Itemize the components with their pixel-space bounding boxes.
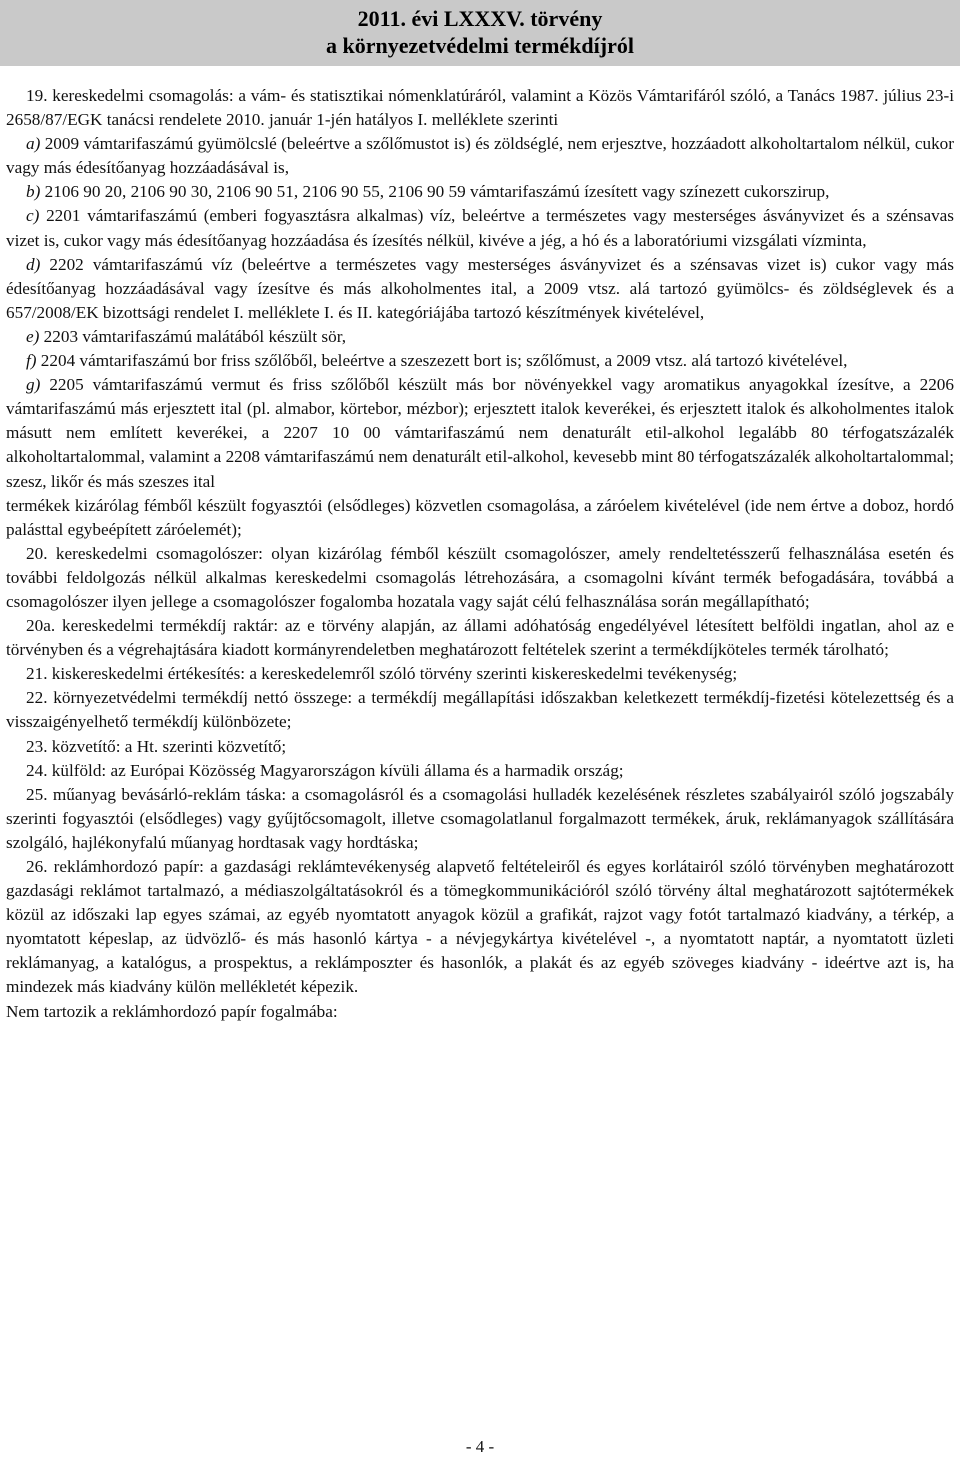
- paragraph-26: 26. reklámhordozó papír: a gazdasági reklámtevékenység alapvető feltételeiről és egyes korlátairól szóló törvényben meghatározott gazdasági reklámot tartalmazó, a médiaszolgáltatásokról és a tömegkommunikációról szóló törvény által meghatározott sajtótermékek közül az időszaki lap egyes számai, az egyéb nyomtatott anyagok közül a grafikát, rajzot vagy fotót tartalmazó kiadvány, a térkép, a nyomtatott képeslap, az üdvözlő- és más hasonló kártya - a névjegykártya kivételével -, a nyomtatott naptár, a nyomtatott üzleti reklámanyag, a katalógus, a prospektus, a reklámposzter és hasonlók, a plakát és az egyéb szöveges kiadvány - ideértve azt is, ha mindezek más kiadvány külön mellékletét képezik.: [6, 857, 954, 997]
- paragraph-19-e: e) 2203 vámtarifaszámú malátából készült sör,: [26, 326, 347, 346]
- paragraph-19-c: c) 2201 vámtarifaszámú (emberi fogyasztásra alkalmas) víz, beleértve a természetes vagy mesterséges ásványvizet és a szénsavas vizet is, cukor vagy más édesítőanyag hozzáadása és ízesítés nélkül, kivéve a jég, a hó és a laboratóriumi vizsgálati vízminta,: [6, 206, 954, 250]
- item-letter: c): [26, 206, 40, 226]
- paragraph-22: 22. környezetvédelmi termékdíj nettó összege: a termékdíj megállapítási időszakban keletkezett termékdíj-fizetési kötelezettség és a visszaigényelhető termékdíj különbözete;: [6, 688, 954, 732]
- paragraph-19-d: d) 2202 vámtarifaszámú víz (beleértve a természetes vagy mesterséges ásványvizet és a szénsavas vizet is) cukor vagy más édesítőanyag hozzáadásával vagy ízesítve és más alkoholmentes ital, a 2009 vtsz. alá tartozó gyümölcs- és zöldséglevek és a 657/2008/EK bizottsági rendelet I. melléklete I. és II. kategóriájába tartozó készítmények kivételével,: [6, 254, 954, 322]
- paragraph-19-a: a) 2009 vámtarifaszámú gyümölcslé (beleértve a szőlőmustot is) és zöldséglé, nem erjesztve, hozzáadott alkoholtartalom nélkül, cukor vagy más édesítőanyag hozzáadásával is,: [6, 134, 954, 178]
- law-title: 2011. évi LXXXV. törvény: [357, 6, 603, 31]
- paragraph-19-g: g) 2205 vámtarifaszámú vermut és friss szőlőből készült más bor növényekkel vagy aromatikus anyagokkal ízesítve, a 2206 vámtarifaszámú más erjesztett ital (pl. almabor, körtebor, mézbor); erjesztett italok keverékei, és erjesztett italok és alkoholmentes italok másutt nem említett keverékei, a 2207 10 00 vámtarifaszámú nem denaturált etil-alkohol legalább 80 térfogatszázalék alkoholtartalommal, valamint a 2208 vámtarifaszámú nem denaturált etil-alkohol, kevesebb mint 80 térfogatszázalék alkoholtartalommal; szesz, likőr és más szeszes ital: [6, 375, 954, 491]
- paragraph-20: 20. kereskedelmi csomagolószer: olyan kizárólag fémből készült csomagolószer, amely rendeltetésszerű felhasználása esetén és további feldolgozás nélkül alkalmas kereskedelmi csomagolás létrehozására, a csomagolni kívánt termék befogadására, továbbá a csomagolószer ilyen jellege a csomagolószer fogalomba hozatala vagy saját célú felhasználása során megállapítható;: [6, 543, 954, 611]
- page-number: - 4 -: [465, 1437, 495, 1456]
- paragraph-19-closing: termékek kizárólag fémből készült fogyasztói (elsődleges) közvetlen csomagolása, a záróelem kivételével (ide nem értve a doboz, hordó palásttal egybeépített záróelemét);: [6, 495, 954, 539]
- item-letter: b): [26, 182, 41, 202]
- law-subtitle: a környezetvédelmi termékdíjról: [326, 33, 634, 58]
- item-letter: d): [26, 254, 41, 274]
- paragraph-19-b: b) 2106 90 20, 2106 90 30, 2106 90 51, 2106 90 55, 2106 90 59 vámtarifaszámú ízesített vagy színezett cukorszirup,: [26, 182, 830, 202]
- paragraph-21: 21. kiskereskedelmi értékesítés: a kereskedelemről szóló törvény szerinti kiskereskedelmi tevékenység;: [26, 664, 738, 684]
- document-body: [6, 84, 954, 1024]
- item-letter: e): [26, 326, 40, 346]
- item-letter: g): [26, 375, 41, 395]
- item-letter: f): [26, 351, 37, 371]
- paragraph-20a: 20a. kereskedelmi termékdíj raktár: az e törvény alapján, az állami adóhatóság engedélyével létesített belföldi ingatlan, ahol az e törvényben és a végrehajtására kiadott kormányrendeletben meghatározott feltételek szerint a termékdíjköteles termék tárolható;: [6, 616, 954, 660]
- page-header: [0, 0, 960, 66]
- paragraph-25: 25. műanyag bevásárló-reklám táska: a csomagolásról és a csomagolási hulladék kezelésének részletes szabályairól szóló jogszabály szerinti fogyasztói (elsődleges) vagy gyűjtőcsomagolt, illetve csomagolatlanul forgalmazott termékek, áruk, reklámanyagok szállítására szolgáló, hajlékonyfalú műanyag hordtasak vagy hordtáska;: [6, 784, 954, 852]
- paragraph-19-f: f) 2204 vámtarifaszámú bor friss szőlőből, beleértve a szeszezett bort is; szőlőmust, a 2009 vtsz. alá tartozó kivételével,: [26, 351, 848, 371]
- paragraph-19: 19. kereskedelmi csomagolás: a vám- és statisztikai nómenklatúráról, valamint a Közös Vámtarifáról szóló, a Tanács 1987. július 23-i 2658/87/EGK tanácsi rendelete 2010. január 1-jén hatályos I. melléklete szerinti: [6, 86, 954, 130]
- paragraph-26-closing: Nem tartozik a reklámhordozó papír fogalmába:: [6, 1001, 338, 1021]
- paragraph-23: 23. közvetítő: a Ht. szerinti közvetítő;: [26, 736, 287, 756]
- item-letter: a): [26, 134, 41, 154]
- paragraph-24: 24. külföld: az Európai Közösség Magyarországon kívüli állama és a harmadik ország;: [26, 760, 624, 780]
